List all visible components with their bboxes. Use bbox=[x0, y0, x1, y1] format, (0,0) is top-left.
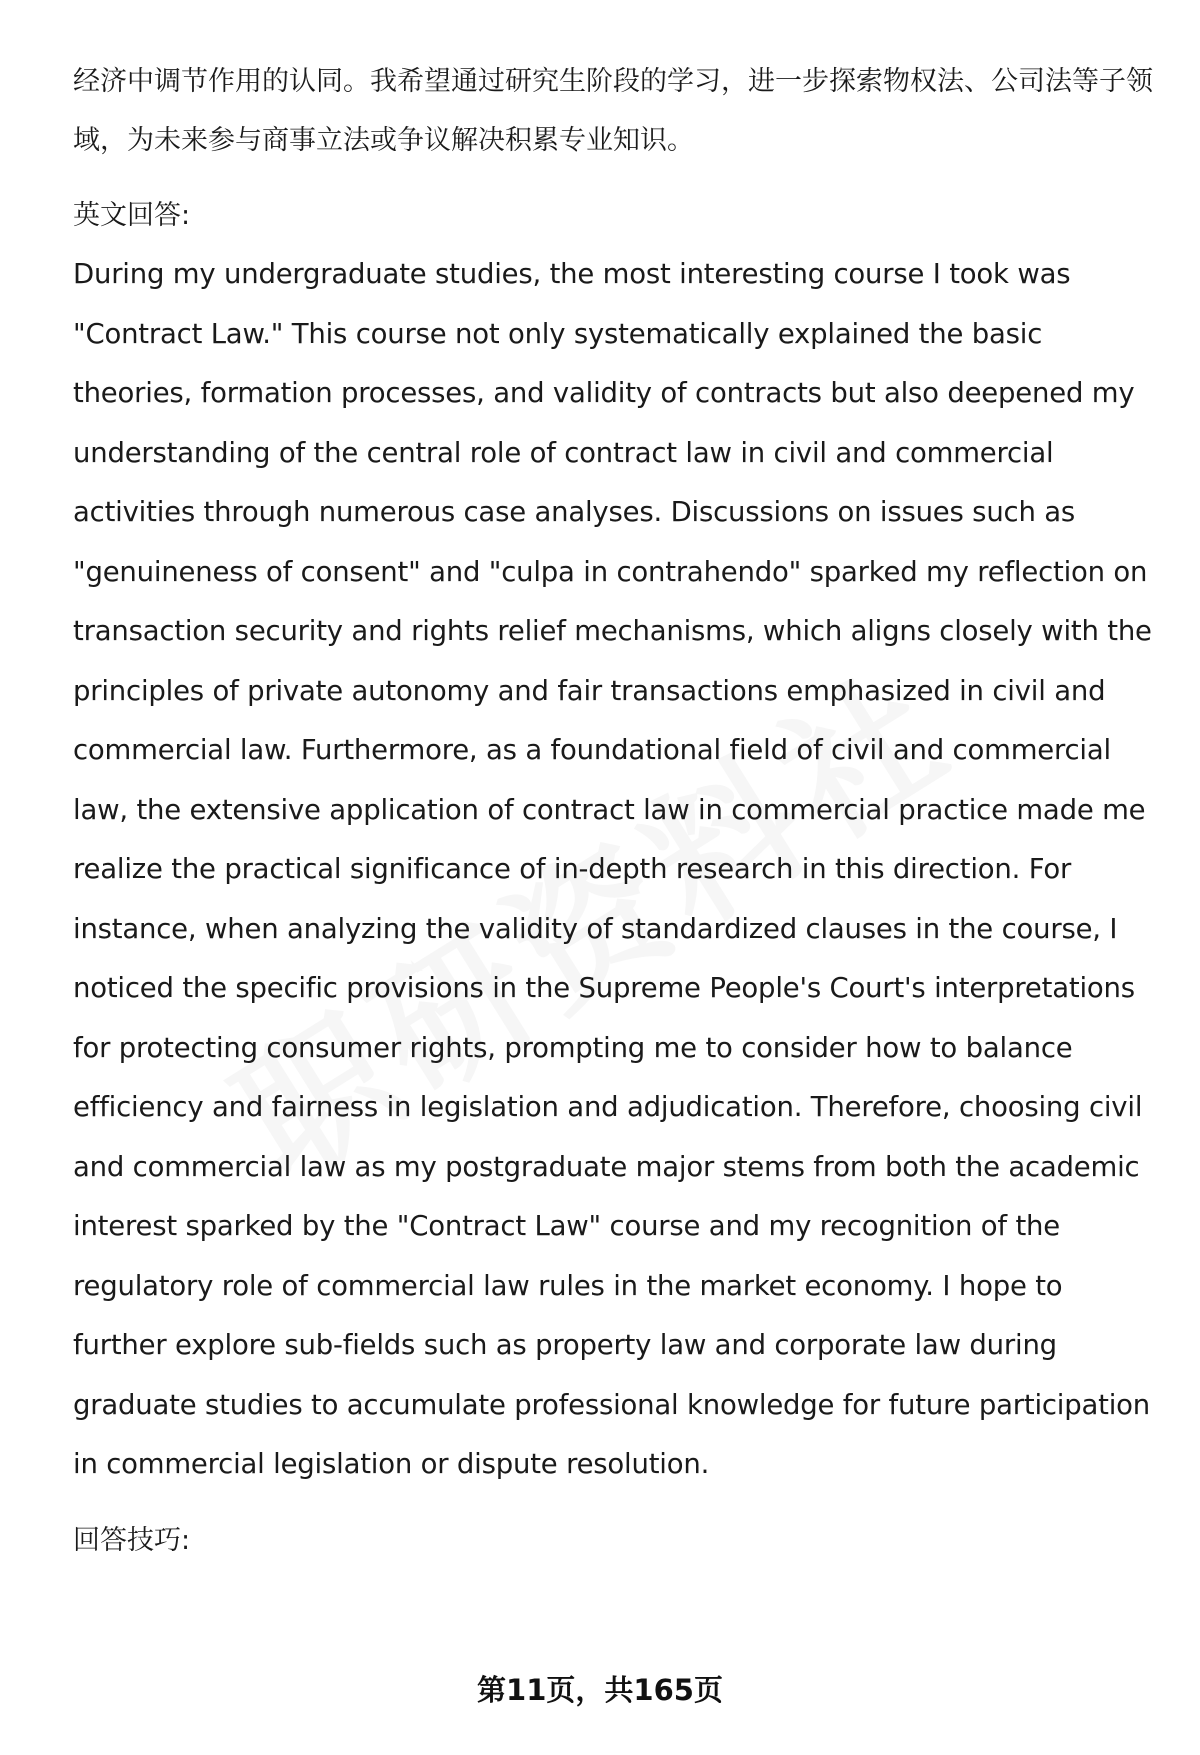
page-number-footer: 第11页，共165页 bbox=[477, 1673, 723, 1707]
english-answer-paragraph: During my undergraduate studies, the most interesting course I took was "Contract Law." This course not only systematically explained the basic theories, formation processes, and validity of contracts but also deepened my understanding of the central role of contract law in civil and commercial activities through numerous case analyses. Discussions on issues such as "genuineness of consent" and "culpa in contrahendo" sparked my reflection on transaction security and rights relief mechanisms, which aligns closely with the principles of private autonomy and fair transactions emphasized in civil and commercial law. Furthermore, as a foundational field of civil and commercial law, the extensive application of contract law in commercial practice made me realize the practical significance of in-depth research in this direction. For instance, when analyzing the validity of standardized clauses in the course, I noticed the specific provisions in the Supreme People's Court's interpretations for protecting consumer rights, prompting me to consider how to balance efficiency and fairness in legislation and adjudication. Therefore, choosing civil and commercial law as my postgraduate major stems from both the academic interest sparked by the "Contract Law" course and my recognition of the regulatory role of commercial law rules in the market economy. I hope to further explore sub-fields such as property law and corporate law during graduate studies to accumulate professional knowledge for future participation in commercial legislation or dispute resolution. bbox=[73, 258, 1152, 1480]
answer-tips-label: 回答技巧: bbox=[73, 1524, 191, 1556]
page-content bbox=[73, 52, 1153, 1570]
english-answer-label: 英文回答: bbox=[73, 200, 191, 231]
chinese-answer-paragraph: 经济中调节作用的认同。我希望通过研究生阶段的学习，进一步探索物权法、公司法等子领域，为未来参与商事立法或争议解决积累专业知识。 bbox=[73, 66, 1153, 156]
